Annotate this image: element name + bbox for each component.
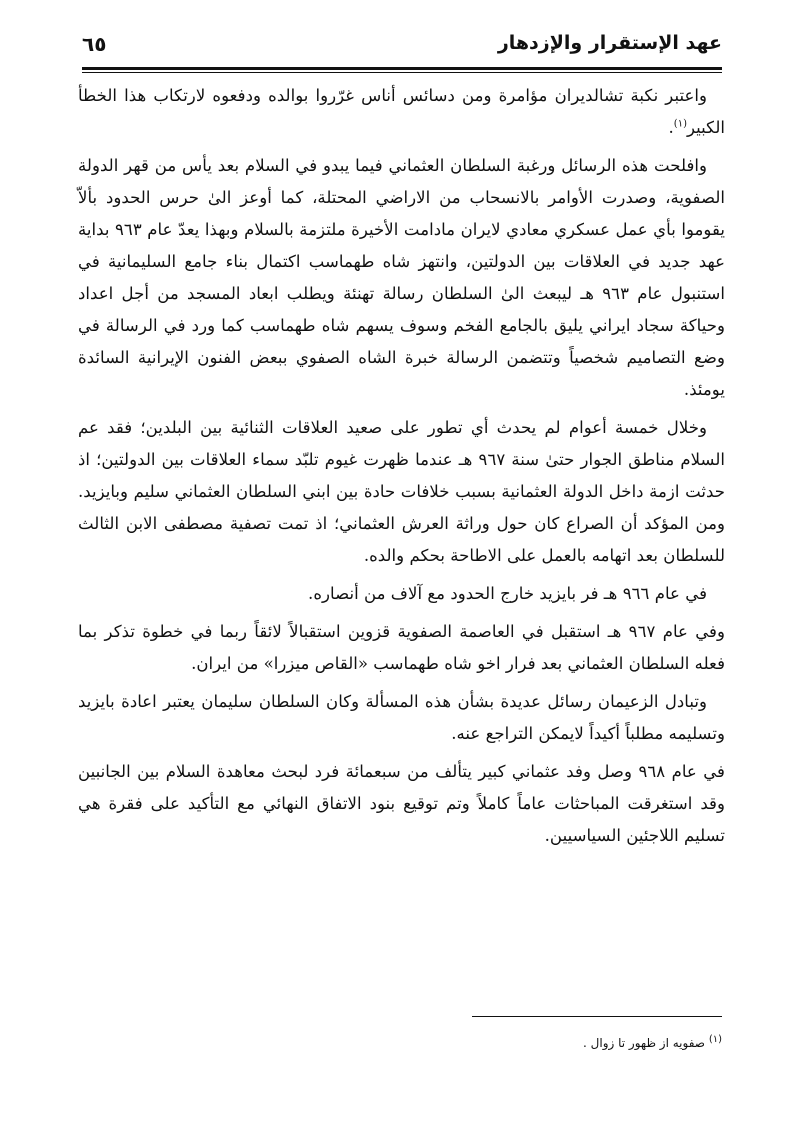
paragraph-2: وافلحت هذه الرسائل ورغبة السلطان العثماني فيما يبدو في السلام بعد يأس من قهر الدولة الصفوية، وصدرت الأوامر بالانسحاب من الاراضي المحتلة، كما أوعز الىٰ حرس الحدود بألاّ يقوموا بأي عمل عسكري معادي لايران مادامت الأخيرة ملتزمة بالسلام وبهذا يعدّ عام ٩٦٣ بداية عهد جديد في العلاقات بين الدولتين، وانتهز شاه طهماسب اكتمال بناء جامع السليمانية في استنبول عام ٩٦٣ هـ ليبعث الىٰ السلطان رسالة تهنئة ويطلب ابعاد المسجد من أجل اعداد وحياكة سجاد ايراني يليق بالجامع الفخم وسوف يسهم شاه طهماسب كما ورد في الرسالة في وضع التصاميم شخصياً وتتضمن الرسالة خبرة الشاه الصفوي ببعض الفنون الإيرانية السائدة يومئذ.	[78, 156, 726, 399]
footnote-reference: (١)	[673, 118, 687, 130]
paragraph-4: في عام ٩٦٦ هـ فر بايزيد خارج الحدود مع آلاف من أنصاره.	[308, 584, 707, 603]
footnote-rule	[472, 1016, 722, 1017]
header-rule-thin	[82, 72, 722, 73]
footnote-text: صفويه از ظهور تا زوال .	[583, 1036, 705, 1050]
paragraph-6: وتبادل الزعيمان رسائل عديدة بشأن هذه المسألة وكان السلطان سليمان يعتبر اعادة بايزيد وتسليمه مطلباً أكيداً لايمكن التراجع عنه.	[78, 692, 725, 743]
page-header	[82, 30, 722, 64]
paragraph-1: واعتبر نكبة تشالديران مؤامرة ومن دسائس أناس غرّروا بوالده ودفعوه لارتكاب هذا الخطأ الكبير$^{(١)}$.	[78, 86, 725, 137]
footnote	[322, 1036, 722, 1050]
paragraph-1-text: واعتبر نكبة تشالديران مؤامرة ومن دسائس أناس غرّروا بوالده ودفعوه لارتكاب هذا الخطأ الكبير	[78, 86, 725, 137]
running-title: عهد الإستقرار والإزدهار	[497, 32, 722, 54]
paragraph-7: في عام ٩٦٨ وصل وفد عثماني كبير يتألف من سبعمائة فرد لبحث معاهدة السلام بين الجانبين وقد استغرقت المباحثات عاماً كاملاً وتم توقيع بنود الاتفاق النهائي مع التأكيد على فقرة هي تسليم اللاجئين السياسيين.	[78, 762, 725, 845]
header-rule-thick	[82, 67, 722, 70]
body-text	[78, 80, 725, 858]
paragraph-5: وفي عام ٩٦٧ هـ استقبل في العاصمة الصفوية قزوين استقبالاً لائقاً ربما في خطوة تذكر بما فعله السلطان العثماني بعد فرار اخو شاه طهماسب «القاص ميزرا» من ايران.	[78, 622, 725, 673]
page-number: ٦٥	[82, 32, 107, 56]
paragraph-3: وخلال خمسة أعوام لم يحدث أي تطور على صعيد العلاقات الثنائية بين البلدين؛ فقد عم السلام مناطق الجوار حتىٰ سنة ٩٦٧ هـ عندما ظهرت غيوم تلبّد سماء العلاقات بين الدولتين؛ اذ حدثت ازمة داخل الدولة العثمانية بسبب خلافات حادة بين ابني السلطان العثماني سليم وبايزيد. ومن المؤكد أن الصراع كان حول وراثة العرش العثماني؛ اذ تمت تصفية مصطفى الابن الثالث للسلطان بعد اتهامه بالعمل على الاطاحة بحكم والده.	[78, 418, 725, 565]
footnote-marker: (١)	[708, 1034, 722, 1045]
